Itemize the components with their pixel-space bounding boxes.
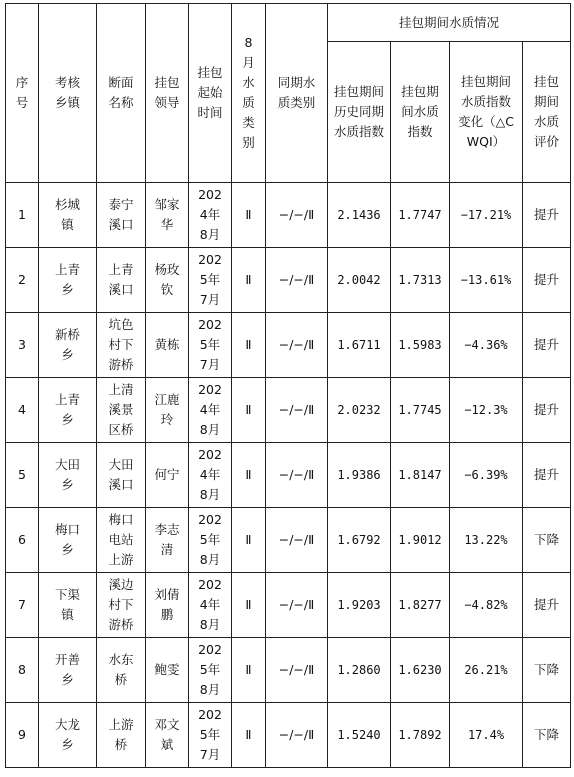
cell-township: 梅口乡 — [39, 508, 97, 573]
header-hist-index: 挂包期间历史同期水质指数 — [328, 42, 391, 183]
table-row — [6, 508, 571, 573]
cell-index-change: −4.82% — [450, 573, 523, 638]
cell-index-change: 13.22% — [450, 508, 523, 573]
cell-township: 开善乡 — [39, 638, 97, 703]
cell-index: 7 — [6, 573, 39, 638]
cell-aug-class: Ⅱ — [232, 183, 266, 248]
cell-index-change: −17.21% — [450, 183, 523, 248]
cell-section: 水东桥 — [97, 638, 146, 703]
cell-index-change: −6.39% — [450, 443, 523, 508]
cell-hist-index: 1.5240 — [328, 703, 391, 768]
cell-start-time: 2024年8月 — [189, 443, 232, 508]
cell-period-index: 1.7745 — [391, 378, 450, 443]
cell-section: 上清溪景区桥 — [97, 378, 146, 443]
cell-evaluation: 提升 — [523, 378, 571, 443]
cell-evaluation: 提升 — [523, 573, 571, 638]
cell-leader: 邓文斌 — [146, 703, 189, 768]
cell-start-time: 2025年8月 — [189, 508, 232, 573]
cell-index-change: −13.61% — [450, 248, 523, 313]
water-quality-table — [5, 3, 571, 768]
cell-evaluation: 下降 — [523, 703, 571, 768]
cell-leader: 黄栋 — [146, 313, 189, 378]
cell-section: 梅口电站上游 — [97, 508, 146, 573]
cell-start-time: 2025年7月 — [189, 703, 232, 768]
cell-period-index: 1.7892 — [391, 703, 450, 768]
cell-leader: 邹家华 — [146, 183, 189, 248]
cell-same-period-class: −/−/Ⅱ — [266, 248, 328, 313]
cell-same-period-class: −/−/Ⅱ — [266, 183, 328, 248]
cell-index-change: −12.3% — [450, 378, 523, 443]
cell-period-index: 1.5983 — [391, 313, 450, 378]
header-section: 断面名称 — [97, 4, 146, 183]
cell-hist-index: 1.6792 — [328, 508, 391, 573]
cell-leader: 何宁 — [146, 443, 189, 508]
cell-period-index: 1.6230 — [391, 638, 450, 703]
cell-period-index: 1.8277 — [391, 573, 450, 638]
cell-hist-index: 1.9386 — [328, 443, 391, 508]
cell-township: 大龙乡 — [39, 703, 97, 768]
cell-same-period-class: −/−/Ⅱ — [266, 638, 328, 703]
cell-township: 杉城镇 — [39, 183, 97, 248]
cell-section: 大田溪口 — [97, 443, 146, 508]
header-start-time: 挂包起始时间 — [189, 4, 232, 183]
cell-leader: 刘倩鹏 — [146, 573, 189, 638]
cell-section: 坑色村下游桥 — [97, 313, 146, 378]
header-period-index: 挂包期间水质指数 — [391, 42, 450, 183]
table-row — [6, 378, 571, 443]
header-index-change: 挂包期间水质指数变化（△CWQI） — [450, 42, 523, 183]
cell-period-index: 1.8147 — [391, 443, 450, 508]
cell-aug-class: Ⅱ — [232, 313, 266, 378]
table-row — [6, 313, 571, 378]
cell-evaluation: 下降 — [523, 638, 571, 703]
cell-aug-class: Ⅱ — [232, 638, 266, 703]
table-row — [6, 183, 571, 248]
cell-section: 上游桥 — [97, 703, 146, 768]
cell-hist-index: 1.2860 — [328, 638, 391, 703]
cell-start-time: 2025年7月 — [189, 313, 232, 378]
cell-index: 5 — [6, 443, 39, 508]
table-row — [6, 573, 571, 638]
cell-index: 9 — [6, 703, 39, 768]
cell-aug-class: Ⅱ — [232, 508, 266, 573]
header-same-period-class: 同期水质类别 — [266, 4, 328, 183]
cell-section: 泰宁溪口 — [97, 183, 146, 248]
cell-index-change: 26.21% — [450, 638, 523, 703]
cell-index: 6 — [6, 508, 39, 573]
cell-aug-class: Ⅱ — [232, 703, 266, 768]
cell-aug-class: Ⅱ — [232, 248, 266, 313]
header-evaluation: 挂包期间水质评价 — [523, 42, 571, 183]
cell-same-period-class: −/−/Ⅱ — [266, 508, 328, 573]
header-aug-class: 8月水质类别 — [232, 4, 266, 183]
cell-index-change: −4.36% — [450, 313, 523, 378]
cell-index: 8 — [6, 638, 39, 703]
cell-evaluation: 提升 — [523, 248, 571, 313]
cell-hist-index: 2.1436 — [328, 183, 391, 248]
cell-aug-class: Ⅱ — [232, 443, 266, 508]
cell-township: 上青乡 — [39, 248, 97, 313]
cell-same-period-class: −/−/Ⅱ — [266, 573, 328, 638]
cell-hist-index: 1.9203 — [328, 573, 391, 638]
cell-same-period-class: −/−/Ⅱ — [266, 443, 328, 508]
cell-township: 上青乡 — [39, 378, 97, 443]
cell-township: 新桥乡 — [39, 313, 97, 378]
table-row — [6, 443, 571, 508]
cell-hist-index: 1.6711 — [328, 313, 391, 378]
cell-aug-class: Ⅱ — [232, 378, 266, 443]
table-row — [6, 638, 571, 703]
cell-same-period-class: −/−/Ⅱ — [266, 378, 328, 443]
cell-same-period-class: −/−/Ⅱ — [266, 703, 328, 768]
header-group: 挂包期间水质情况 — [328, 4, 571, 42]
cell-index: 3 — [6, 313, 39, 378]
cell-index: 1 — [6, 183, 39, 248]
header-township: 考核乡镇 — [39, 4, 97, 183]
table-row — [6, 703, 571, 768]
cell-start-time: 2024年8月 — [189, 378, 232, 443]
cell-leader: 鲍雯 — [146, 638, 189, 703]
header-leader: 挂包领导 — [146, 4, 189, 183]
cell-evaluation: 提升 — [523, 183, 571, 248]
cell-leader: 江鹿玲 — [146, 378, 189, 443]
cell-start-time: 2025年7月 — [189, 248, 232, 313]
cell-start-time: 2024年8月 — [189, 573, 232, 638]
cell-section: 上青溪口 — [97, 248, 146, 313]
cell-township: 大田乡 — [39, 443, 97, 508]
cell-period-index: 1.7747 — [391, 183, 450, 248]
cell-evaluation: 提升 — [523, 313, 571, 378]
cell-index-change: 17.4% — [450, 703, 523, 768]
cell-index: 4 — [6, 378, 39, 443]
cell-leader: 李志清 — [146, 508, 189, 573]
cell-aug-class: Ⅱ — [232, 573, 266, 638]
cell-section: 溪边村下游桥 — [97, 573, 146, 638]
table-body — [6, 183, 571, 768]
cell-evaluation: 提升 — [523, 443, 571, 508]
table-row — [6, 248, 571, 313]
cell-same-period-class: −/−/Ⅱ — [266, 313, 328, 378]
cell-index: 2 — [6, 248, 39, 313]
cell-period-index: 1.9012 — [391, 508, 450, 573]
cell-start-time: 2024年8月 — [189, 183, 232, 248]
cell-leader: 杨玫钦 — [146, 248, 189, 313]
header-index: 序号 — [6, 4, 39, 183]
cell-start-time: 2025年8月 — [189, 638, 232, 703]
cell-township: 下渠镇 — [39, 573, 97, 638]
cell-hist-index: 2.0042 — [328, 248, 391, 313]
cell-hist-index: 2.0232 — [328, 378, 391, 443]
cell-period-index: 1.7313 — [391, 248, 450, 313]
cell-evaluation: 下降 — [523, 508, 571, 573]
